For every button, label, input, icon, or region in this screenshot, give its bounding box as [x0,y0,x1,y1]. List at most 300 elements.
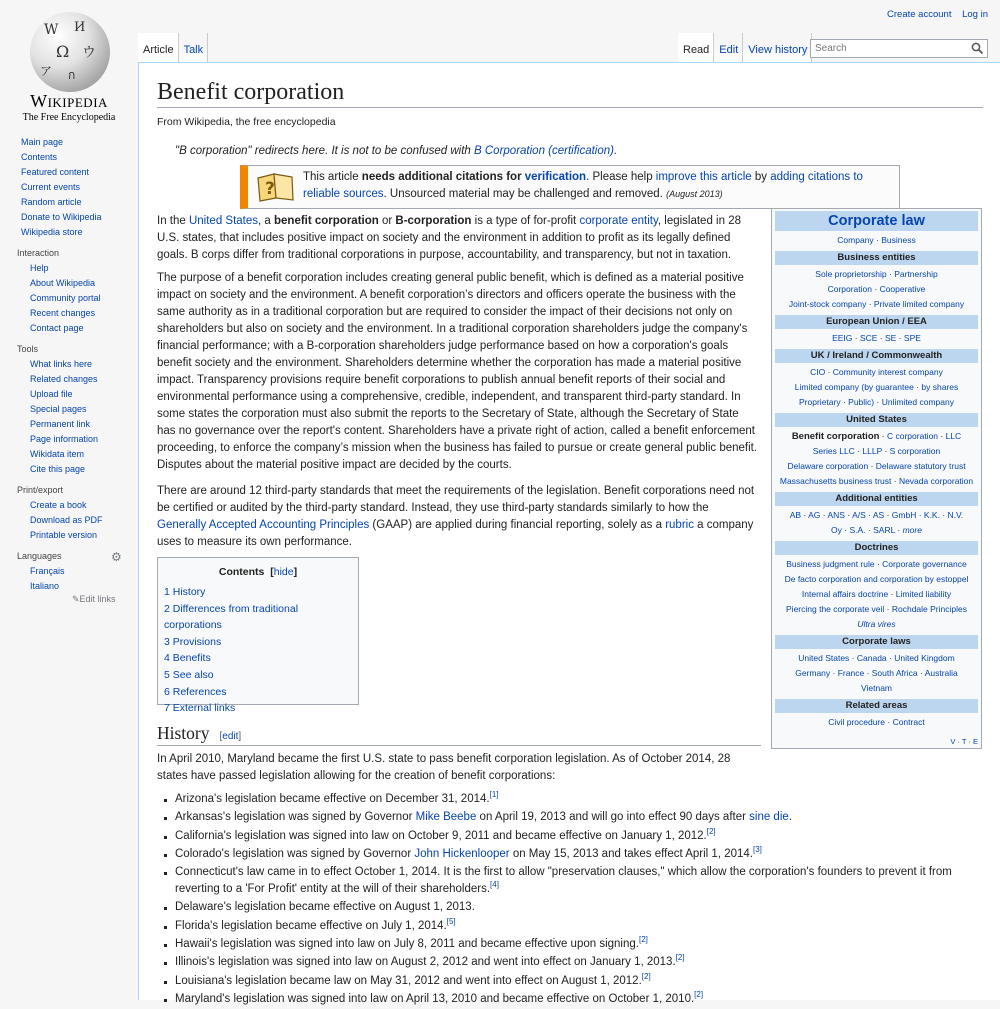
sidebar-link-contact-page[interactable]: Contact page [30,323,84,333]
separator: · [865,510,873,520]
sidebar-link-page-information[interactable]: Page information [30,434,99,444]
navbox-link-delaware-corporation[interactable]: Delaware corporation [787,461,869,471]
toc-link-6-references[interactable]: 6 References [164,685,227,698]
navbox-link-cooperative[interactable]: Cooperative [879,284,926,294]
separator: · [884,604,892,614]
sidebar-heading-languages [0,550,138,564]
list-item [161,973,991,990]
sidebar-item [30,417,138,432]
verification-link[interactable]: verification [524,171,587,183]
citation-link[interactable]: [3] [753,845,762,855]
sidebar-link-donate-to-wikipedia[interactable]: Donate to Wikipedia [21,212,102,222]
navbox-link-public[interactable]: Public) [848,397,875,407]
navbox-link-s-a[interactable]: S.A. [849,525,866,535]
navbox-link-oy[interactable]: Oy [831,525,842,535]
citation-link[interactable]: [2] [638,935,648,945]
navbox-link-civil-procedure[interactable]: Civil procedure [828,717,885,727]
navbox-link-corporate-governance[interactable]: Corporate governance [882,559,967,569]
list-item [161,828,991,845]
navbox-line [775,681,978,696]
sidebar-languages-list [0,564,138,594]
sidebar-languages [0,551,138,605]
sidebar-item [30,387,138,402]
separator: · [888,589,896,599]
notice-part: This article [303,171,362,183]
citation-link[interactable]: [2] [641,971,651,981]
adding-citations-link[interactable]: adding citations to reliable sources [303,171,863,200]
sidebar-link-random-article[interactable]: Random article [21,197,82,207]
sidebar-item [21,210,138,225]
search-icon[interactable] [971,42,984,55]
list-item [161,809,991,826]
citation-link[interactable]: [2] [706,826,716,836]
separator: · [872,284,880,294]
sidebar-link-contents[interactable]: Contents [21,152,58,162]
hatnote-end: . [614,145,618,157]
sidebar-link-create-a-book[interactable]: Create a book [30,500,87,510]
namespace-tabs [138,33,208,63]
list-item [161,918,991,935]
navbox-link-more[interactable]: more [902,525,922,535]
separator: · [877,333,885,343]
history-intro: In April 2010, Maryland became the first U.S. state to pass benefit corporation legislation. As of October 2014, 28 states have passed legislation allowing for the creation of benefit corporations: [157,753,731,782]
sidebar-link-related-changes[interactable]: Related changes [30,374,98,384]
list-item-text: Connecticut's law came in to effect October 1, 2014. It is the first to allow "preservation clauses," which allow the corporation's founders to prevent it from reverting to a 'For Profit' entity at the will of their shareholders. [175,866,952,896]
navbox-line [775,459,978,474]
navbox-link-germany[interactable]: Germany [795,668,831,678]
separator: · [879,431,887,441]
navbox-link-piercing-the-corporate-veil[interactable]: Piercing the corporate veil [786,604,885,614]
sidebar-link-wikidata-item[interactable]: Wikidata item [30,449,85,459]
navbox-link-nevada-corporation[interactable]: Nevada corporation [898,476,974,486]
sidebar-link-current-events[interactable]: Current events [21,182,81,192]
corporate-law-navbox [771,208,982,749]
separator: · [873,235,882,245]
tab-view-history[interactable]: View history [743,33,812,63]
bold-term: benefit corporation [274,215,379,227]
notice-part: by [751,171,771,183]
separator: · [916,510,924,520]
separator: · [868,461,876,471]
navbox-link-south-africa[interactable]: South Africa [871,668,918,678]
navbox-link-delaware-statutory-trust[interactable]: Delaware statutory trust [875,461,966,471]
sidebar-link-download-as-pdf[interactable]: Download as PDF [30,515,103,525]
navbox-line [775,572,978,587]
term-link[interactable]: sine die [749,811,789,824]
citation-link[interactable]: [2] [694,990,704,1000]
toc-item [164,684,358,701]
sidebar-item [30,276,138,291]
navbox-link-n-v[interactable]: N.V. [947,510,964,520]
edit-links[interactable] [0,594,138,605]
create-account-link[interactable]: Create account [887,9,952,20]
notice-date: (August 2013) [666,189,723,199]
navbox-link-benefit-corporation: Benefit corporation [791,431,880,442]
sidebar-item [30,306,138,321]
separator: · [874,397,882,407]
separator: · [913,382,922,392]
list-item [161,846,991,863]
separator: · [852,333,860,343]
navbox-line [775,380,978,395]
sidebar-item [30,357,138,372]
navbox-group-related-areas: Related areas [775,699,978,713]
toc-link-5-see-also[interactable]: 5 See also [164,668,214,681]
navbox-link-sarl[interactable]: SARL [873,525,895,535]
section-heading-history [157,723,761,746]
navbox-link-k-k[interactable]: K.K. [923,510,940,520]
sidebar-item [21,195,138,210]
sidebar-link-about-wikipedia[interactable]: About Wikipedia [30,278,96,288]
edit-section-link[interactable]: edit [222,731,239,742]
navbox-link-ag[interactable]: AG [808,510,821,520]
pencil-icon: ✎ [72,594,80,604]
navbox-line [775,617,978,632]
hatnote-link[interactable]: B Corporation (certification) [474,145,614,157]
navbox-link-private-limited-company[interactable]: Private limited company [873,299,965,309]
citation-link[interactable]: [1] [489,790,499,800]
separator: · [849,653,857,663]
question-book-icon [256,170,296,204]
navbox-link-joint-stock-company[interactable]: Joint-stock company [788,299,867,309]
separator: · [840,397,849,407]
text: a company uses to measure its own performance. [157,519,754,548]
navbox-link-contract[interactable]: Contract [892,717,925,727]
standards-paragraph [157,483,759,551]
sidebar-interaction [0,248,138,336]
toc-heading: Contents [218,566,265,578]
navbox-line [775,395,978,410]
edit-template-link[interactable]: E [972,737,978,746]
navbox-line [775,267,978,282]
navbox-line [775,523,978,538]
tab-read[interactable]: Read [678,33,714,63]
sidebar-link-fran-ais[interactable]: Français [30,566,65,576]
navbox-link-gmbh[interactable]: GmbH [891,510,917,520]
sidebar-link-what-links-here[interactable]: What links here [30,359,93,369]
citation-link[interactable]: [2] [675,953,685,963]
list-item-text: on May 15, 2013 and takes effect April 1, 2014. [509,847,753,860]
sidebar-item [30,321,138,336]
toc-link-3-provisions[interactable]: 3 Provisions [164,635,222,648]
list-item-text: Hawaii's legislation was signed into law on July 8, 2011 and became effective upon signing. [175,938,639,951]
sidebar-main-list [0,135,138,240]
rubric-link[interactable]: rubric [665,519,694,531]
toc-link-4-benefits[interactable]: 4 Benefits [164,652,211,665]
sidebar-interaction-list [0,261,138,336]
text: is a type of for-profit [471,215,580,227]
puzzle-globe-icon: W И Ω ウ ア ก [30,12,110,92]
sidebar-item [21,150,138,165]
separator: · [917,668,925,678]
sidebar-heading-print: Print/export [17,485,64,495]
toc-link-7-external-links[interactable]: 7 External links [164,702,236,715]
navbox-link-france[interactable]: France [837,668,865,678]
sidebar-link-help[interactable]: Help [30,263,49,273]
navbox-line [775,715,978,730]
sidebar-item [30,513,138,528]
log-in-link[interactable]: Log in [962,9,988,20]
separator: · [844,510,853,520]
notice-part: . Please help [586,171,656,183]
sidebar-item [21,135,138,150]
table-of-contents [157,557,359,715]
separator: · [966,737,973,746]
wikipedia-logo[interactable] [16,8,122,124]
text: In the [157,215,189,227]
navbox-link-spe[interactable]: SPE [903,333,921,343]
sidebar-link-featured-content[interactable]: Featured content [21,167,90,177]
sidebar-print-list [0,498,138,543]
navbox-line [775,429,978,444]
navbox-group-doctrines: Doctrines [775,541,978,555]
tab-article[interactable]: Article [138,33,179,63]
search-placeholder: Search [815,43,847,54]
state-legislation-list [161,791,991,1009]
toc-title: Contents [hide] [218,566,298,578]
separator: · [886,269,895,279]
navbox-group-corporate-laws: Corporate laws [775,635,978,649]
toc-item [164,584,358,601]
sidebar-item [21,225,138,240]
toc-item [164,601,358,634]
sidebar-item [30,261,138,276]
navbox-group-uk-ireland-commonwealth: UK / Ireland / Commonwealth [775,349,978,363]
sidebar-item [21,165,138,180]
navbox-line [775,365,978,380]
toc-item [164,700,358,717]
hatnote [175,145,617,157]
sidebar-item [30,564,138,579]
toc-hide-toggle[interactable]: hide [273,566,294,578]
navbox-link-vietnam[interactable]: Vietnam [860,683,893,693]
sidebar [0,135,138,613]
navbox-link-internal-affairs-doctrine[interactable]: Internal affairs doctrine [801,589,889,599]
navbox-link-united-states[interactable]: United States [798,653,850,663]
sidebar-link-special-pages[interactable]: Special pages [30,404,87,414]
list-item-text: Delaware's legislation became effective on August 1, 2013. [175,901,475,914]
separator: · [886,653,895,663]
edit-links-label: Edit links [79,594,116,604]
list-item-text: Colorado's legislation was signed by Governor [175,847,415,860]
navbox-group-united-states: United States [775,413,978,427]
navbox-link-limited-company-by-guarantee[interactable]: Limited company (by guarantee [794,382,914,392]
navbox-link-proprietary[interactable]: Proprietary [799,397,841,407]
svg-text:?: ? [265,179,275,199]
list-item-text: Louisiana's legislation became law on May 31, 2012 and went into effect on August 1, 2012. [175,974,642,987]
sidebar-item [30,498,138,513]
separator: · [891,476,899,486]
text: , legislated in 28 U.S. states, that includes positive impact on society and the environment in addition to profit as its legally defined goals. B corps differ from traditional corporations in purpose, accountability, and transparency, but not in taxation. [157,215,741,261]
history-heading-text: History [157,723,210,743]
navbox-line [775,331,978,346]
list-item-text: on April 19, 2013 and will go into effect 90 days after [476,811,750,824]
sidebar-link-upload-file[interactable]: Upload file [30,389,73,399]
navbox-link-ultra-vires[interactable]: Ultra vires [857,619,896,629]
citation-link[interactable]: [5] [446,916,456,926]
view-tabs [678,33,812,63]
bold-term: B-corporation [395,215,472,227]
sidebar-item [21,180,138,195]
tab-talk[interactable]: Talk [179,33,209,63]
navbox-line [775,508,978,523]
separator: · [885,717,893,727]
navbox-link-business[interactable]: Business [881,235,916,245]
navbox-link-a-s[interactable]: A/S [852,510,866,520]
navbox-link-eeig[interactable]: EEIG [832,333,853,343]
navbox-group-european-union-eea: European Union / EEA [775,315,978,329]
sidebar-item [30,528,138,543]
separator: · [801,510,809,520]
sidebar-link-main-page[interactable]: Main page [21,137,64,147]
sidebar-navigation [0,135,138,240]
list-item-text: California's legislation was signed into law on October 9, 2011 and became effective on January 1, 2012. [175,829,707,842]
navbox-link-de-facto-corporation-and-corporation-by-estoppel[interactable]: De facto corporation and corporation by estoppel [784,574,969,584]
navbox-title[interactable]: Corporate law [775,211,978,231]
gaap-link[interactable]: Generally Accepted Accounting Principles [157,519,370,531]
navbox-link-s-corporation[interactable]: S corporation [889,446,941,456]
navbox-link-sole-proprietorship[interactable]: Sole proprietorship [815,269,887,279]
text: , a [258,215,274,227]
toc-item [164,667,358,684]
navbox-link-limited-liability[interactable]: Limited liability [895,589,952,599]
navbox-line [775,474,978,489]
navbox-line [775,557,978,572]
separator: · [874,559,883,569]
separator: · [882,446,890,456]
sidebar-link-recent-changes[interactable]: Recent changes [30,308,96,318]
separator: · [955,737,962,746]
united-states-link[interactable]: United States [188,215,259,227]
navbox-link-community-interest-company[interactable]: Community interest company [832,367,943,377]
improve-article-link[interactable]: improve this article [655,171,752,183]
toc-list [164,584,358,717]
navbox-link-ab[interactable]: AB [789,510,802,520]
navbox-link-company[interactable]: Company [837,235,874,245]
sidebar-print [0,485,138,543]
navbox-link-sce[interactable]: SCE [859,333,878,343]
sidebar-link-wikipedia-store[interactable]: Wikipedia store [21,227,83,237]
notice-part: . Unsourced material may be challenged and removed. [383,188,667,200]
separator: · [938,431,946,441]
corporate-entity-link[interactable]: corporate entity [579,215,658,227]
notice-text [303,169,893,203]
toc-link-2-differences-from-traditional-corporations[interactable]: 2 Differences from traditional corporations [164,602,299,632]
navbox-link-australia[interactable]: Australia [924,668,958,678]
sidebar-heading-tools: Tools [17,344,39,354]
sidebar-tools-list [0,357,138,477]
sidebar-link-italiano[interactable]: Italiano [30,581,60,591]
separator: · [854,446,863,456]
list-item [161,954,991,971]
sidebar-tools [0,344,138,477]
navbox-group-business-entities: Business entities [775,251,978,265]
list-item-text: Arizona's legislation became effective on December 31, 2014. [175,793,490,805]
navbox-link-massachusetts-business-trust[interactable]: Massachusetts business trust [779,476,892,486]
separator: · [895,525,903,535]
list-item-text: Maryland's legislation was signed into law on April 13, 2010 and became effective on October 1, 2010. [175,992,695,1005]
separator: · [865,525,874,535]
navbox-line [775,444,978,459]
sidebar-item [30,372,138,387]
navbox-link-canada[interactable]: Canada [856,653,887,663]
navbox-link-c-corporation[interactable]: C corporation [887,431,939,441]
navbox-vte [950,737,978,746]
sidebar-item [30,447,138,462]
toc-link-1-history[interactable]: 1 History [164,586,206,598]
navbox-link-llc[interactable]: LLC [945,431,962,441]
separator: · [939,510,948,520]
navbox-line [775,282,978,297]
sidebar-link-community-portal[interactable]: Community portal [30,293,101,303]
list-item [161,991,991,1008]
toc-item [164,634,358,651]
navbox-link-corporation[interactable]: Corporation [827,284,872,294]
lead-paragraph [157,213,759,264]
content [138,62,1000,1005]
navbox-line [775,297,978,312]
separator: · [864,668,872,678]
list-item [161,864,991,898]
navbox-link-se[interactable]: SE [885,333,897,343]
navbox-link-unlimited-company[interactable]: Unlimited company [881,397,954,407]
navbox-link-united-kingdom[interactable]: United Kingdom [894,653,955,663]
navbox-link-as[interactable]: AS [872,510,885,520]
separator: · [866,299,874,309]
navbox-link-series-llc[interactable]: Series LLC [812,446,855,456]
site-subtitle: From Wikipedia, the free encyclopedia [157,116,336,128]
navbox-line [775,666,978,681]
notice-bold: needs additional citations for [361,171,525,183]
navbox-link-lllp[interactable]: LLLP [862,446,883,456]
navbox-link-ans[interactable]: ANS [827,510,845,520]
gear-icon[interactable]: ⚙ [111,550,122,564]
text: (GAAP) are applied during financial reporting, solely as a [369,519,666,531]
sidebar-link-printable-version[interactable]: Printable version [30,530,98,540]
navbox-line [775,587,978,602]
person-link[interactable]: John Hickenlooper [414,847,510,860]
navbox-line [775,651,978,666]
tab-edit[interactable]: Edit [714,33,743,63]
sidebar-link-permanent-link[interactable]: Permanent link [30,419,91,429]
separator: · [884,510,892,520]
citation-needed-notice [240,165,900,209]
person-link[interactable]: Mike Beebe [415,811,477,824]
citation-link[interactable]: [4] [490,880,499,890]
sidebar-item [30,579,138,594]
navbox-link-business-judgment-rule[interactable]: Business judgment rule [786,559,875,569]
sidebar-item [30,432,138,447]
separator: · [896,333,904,343]
view-template-link[interactable]: V [950,737,956,746]
navbox-link-rochdale-principles[interactable]: Rochdale Principles [891,604,967,614]
languages-heading-label: Languages [17,551,62,561]
sidebar-link-cite-this-page[interactable]: Cite this page [30,464,86,474]
purpose-paragraph: The purpose of a benefit corporation includes creating general public benefit, which is defined as a material positive impact on society and the environment. A benefit corporation’s directors and officers operate the business with the same authority as in a traditional corporation but are required to consider the impact of their decisions not only on shareholders but also on society and the environment. In a traditional corporation shareholders judge the company's financial performance; with a B-corporation shareholders judge performance based on how a corporation's goals benefit society and the environment. Shareholders determine whether the corporation has made a material positive impact. Transparency provisions require benefit corporations to publish annual benefit reports of their social and environmental performance using a comprehensive, credible, independent, and transparent third-party standard. In some states the corporation must also submit the reports to the Secretary of State, although the Secretary of State has no governance over the report's content. Shareholders have a private right of action, called a benefit enforcement proceeding, to enforce the company’s mission when the business has failed to pursue or create general public benefit. Disputes about the material positive impact are decided by the courts. [157,272,758,471]
separator: · [830,668,838,678]
navbox-link-partnership[interactable]: Partnership [894,269,938,279]
list-item [161,791,991,808]
navbox-link-cio[interactable]: CIO [810,367,826,377]
hatnote-text: "B corporation" redirects here. It is not to be confused with [175,145,475,157]
page-title: Benefit corporation [157,79,983,108]
separator: · [825,367,833,377]
search-input[interactable] [810,39,988,58]
talk-template-link[interactable]: T [961,737,967,746]
navbox-body [775,233,978,730]
text: or [378,215,396,227]
navbox-link-by-shares[interactable]: by shares [921,382,959,392]
